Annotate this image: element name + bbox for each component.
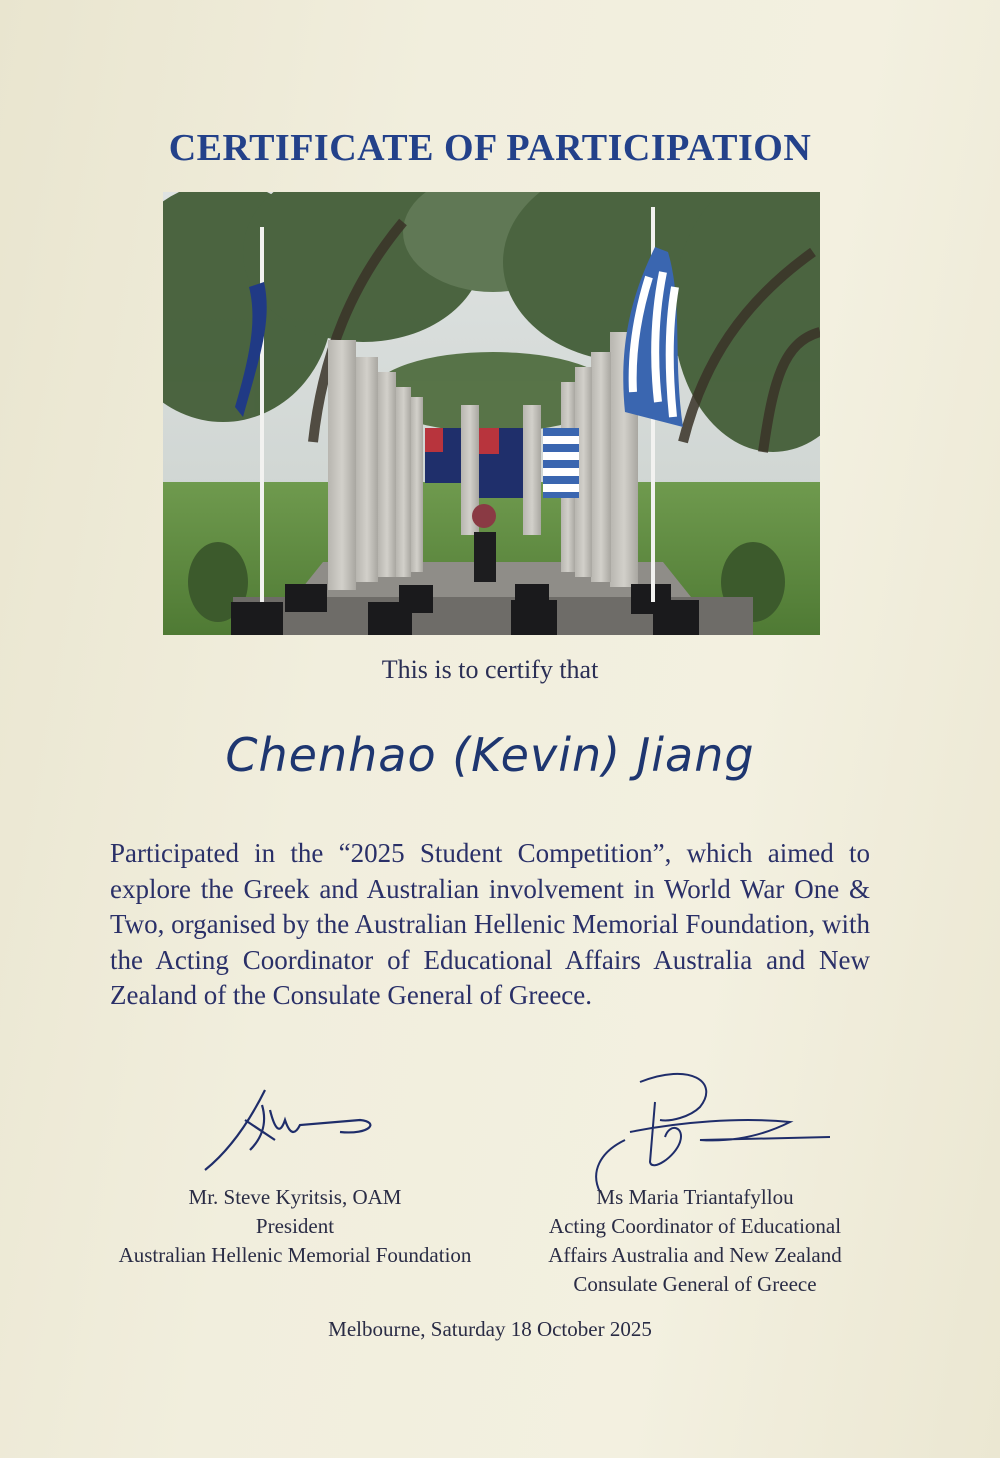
certify-intro: This is to certify that [381,655,599,684]
signatory-right-role: Acting Coordinator of Educational [548,1214,842,1238]
memorial-photo [163,192,820,635]
signatory-right-org: Consulate General of Greece [573,1272,817,1296]
signatory-right-role-line2: Affairs Australia and New Zealand [548,1243,842,1267]
signatory-right [520,1183,870,1299]
signatory-right-name: Ms Maria Triantafyllou [596,1185,794,1209]
signature-right [580,1062,840,1202]
signatory-left-name: Mr. Steve Kyritsis, OAM [188,1185,402,1209]
signatory-left [90,1183,500,1270]
certificate-body: Participated in the “2025 Student Competition”, which aimed to explore the Greek and Australian involvement in World War One & Two, organised by the Australian Hellenic Memorial Foundation, with the Acting Coordinator of Educational Affairs Australia and New Zealand of the Consulate General of Greece. [110,838,870,1010]
recipient-name: Chenhao (Kevin) Jiang [225,728,755,782]
certificate-title: CERTIFICATE OF PARTICIPATION [168,127,812,169]
signature-left [190,1080,390,1180]
signatory-left-org: Australian Hellenic Memorial Foundation [118,1243,472,1267]
memorial-illustration [163,192,820,635]
place-date: Melbourne, Saturday 18 October 2025 [328,1317,652,1341]
signatory-left-role: President [255,1214,335,1238]
